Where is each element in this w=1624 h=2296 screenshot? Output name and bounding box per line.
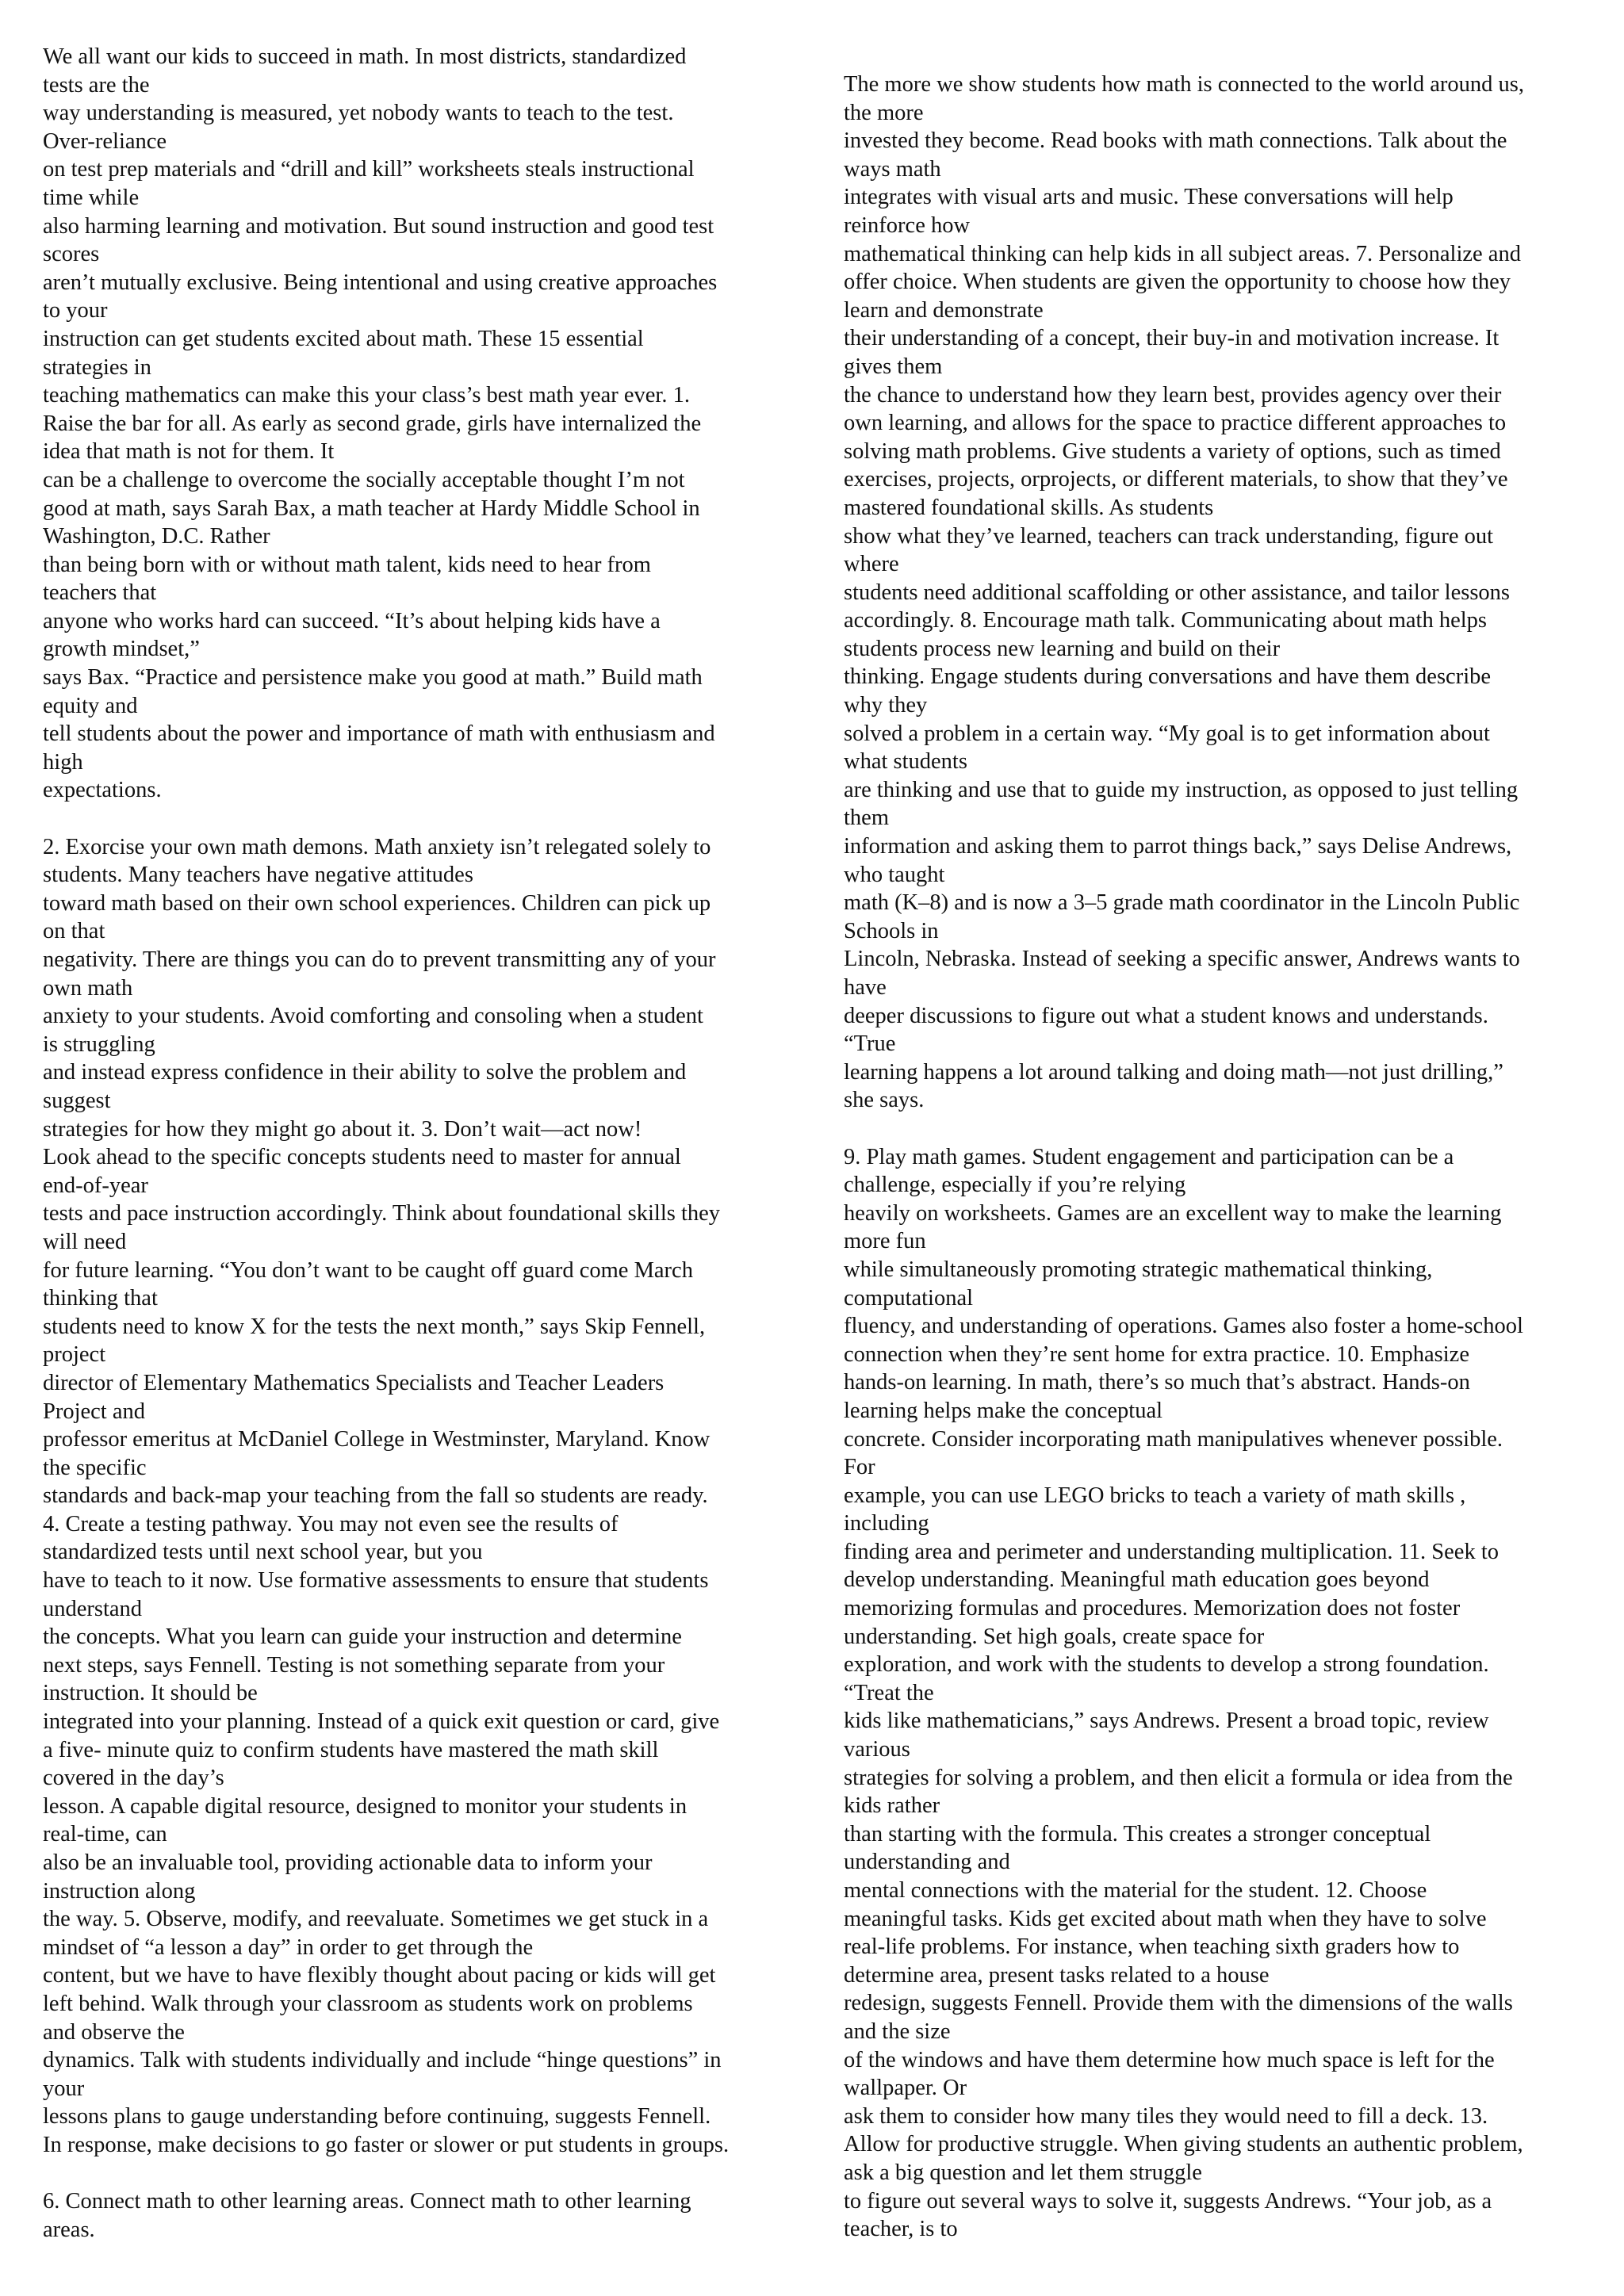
left-column [43, 43, 804, 2244]
right-column [844, 71, 1597, 2244]
paragraph: We all want our kids to succeed in math. In most districts, standardized tests are the way understanding is measured, yet nobody wants to teach to the test. Over-reliance on test prep materials and “drill and kill” worksheets steals instructional time while also harming learning and motivation. But sound instruction and good test scores aren’t mutually exclusive. Being intentional and using creative approaches to your instruction can get students excited about math. These 15 essential strategies in teaching mathematics can make this your class’s best math year ever. 1. Raise the bar for all. As early as second grade, girls have internalized the idea that math is not for them. It can be a challenge to overcome the socially acceptable thought I’m not good at math, says Sarah Bax, a math teacher at Hardy Middle School in Washington, D.C. Rather than being born with or without math talent, kids need to hear from teachers that anyone who works hard can succeed. “It’s about helping kids have a growth mindset,” says Bax. “Practice and persistence make you good at math.” Build math equity and tell students about the power and importance of math with enthusiasm and high expectations. [43, 44, 718, 803]
paragraph: 6. Connect math to other learning areas. Connect math to other learning areas. [43, 2189, 691, 2242]
paragraph: The more we show students how math is connected to the world around us, the more invested they become. Read books with math connections. Talk about the ways math integrates with visual arts and music. These conversations will help reinforce how mathematical thinking can help kids in all subject areas. 7. Personalize and offer choice. When students are given the opportunity to choose how they learn and demonstrate their understanding of a concept, their buy-in and motivation increase. It gives them the chance to understand how they learn best, provides agency over their own learning, and allows for the space to practice different approaches to solving math problems. Give students a variety of options, such as timed exercises, projects, orprojects, or different materials, to show that they’ve mastered foundational skills. As students show what they’ve learned, teachers can track understanding, figure out where students need additional scaffolding or other assistance, and tailor lessons accordingly. 8. Encourage math talk. Communicating about math helps students process new learning and build on their thinking. Engage students during conversations and have them describe why they solved a problem in a certain way. “My goal is to get information about what students are thinking and use that to guide my instruction, as opposed to just telling them information and asking them to parrot things back,” says Delise Andrews, who taught math (K–8) and is now a 3–5 grade math coordinator in the Lincoln Public Schools in Lincoln, Nebraska. Instead of seeking a specific answer, Andrews wants to have deeper discussions to figure out what a student knows and understands. “True learning happens a lot around talking and doing math—not just drilling,” she says. [844, 72, 1524, 1113]
paragraph: 2. Exorcise your own math demons. Math anxiety isn’t relegated solely to students. Many teachers have negative attitudes toward math based on their own school experiences. Children can pick up on that negativity. There are things you can do to prevent transmitting any of your own math anxiety to your students. Avoid comforting and consoling when a student is struggling and instead express confidence in their ability to solve the problem and suggest strategies for how they might go about it. 3. Don’t wait—act now! Look ahead to the specific concepts students need to master for annual end-of-year tests and pace instruction accordingly. Think about foundational skills they will need for future learning. “You don’t want to be caught off guard come March thinking that students need to know X for the tests the next month,” says Skip Fennell, project director of Elementary Mathematics Specialists and Teacher Leaders Project and professor emeritus at McDaniel College in Westminster, Maryland. Know the specific standards and back-map your teaching from the fall so students are ready. 4. Create a testing pathway. You may not even see the results of standardized tests until next school year, but you have to teach to it now. Use formative assessments to ensure that students understand the concepts. What you learn can guide your instruction and determine next steps, says Fennell. Testing is not something separate from your instruction. It should be integrated into your planning. Instead of a quick exit question or card, give a five- minute quiz to confirm students have mastered the math skill covered in the day’s lesson. A capable digital resource, designed to monitor your students in real-time, can also be an invaluable tool, providing actionable data to inform your instruction along the way. 5. Observe, modify, and reevaluate. Sometimes we get stuck in a mindset of “a lesson a day” in order to get through the content, but we have to have flexibly thought about pacing or kids will get left behind. Walk through your classroom as students work on problems and observe the dynamics. Talk with students individually and include “hinge questions” in your lessons plans to gauge understanding before continuing, suggests Fennell. In response, make decisions to go faster or slower or put students in groups. [43, 834, 730, 2157]
paragraph: 9. Play math games. Student engagement and participation can be a challenge, especially if you’re relying heavily on worksheets. Games are an excellent way to make the learning more fun while simultaneously promoting strategic mathematical thinking, computational fluency, and understanding of operations. Games also foster a home-school connection when they’re sent home for extra practice. 10. Emphasize hands-on learning. In math, there’s so much that’s abstract. Hands-on learning helps make the conceptual concrete. Consider incorporating math manipulatives whenever possible. For example, you can use LEGO bricks to teach a variety of math skills , including finding area and perimeter and understanding multiplication. 11. Seek to develop understanding. Meaningful math education goes beyond memorizing formulas and procedures. Memorization does not foster understanding. Set high goals, create space for exploration, and work with the students to develop a strong foundation. “Treat the kids like mathematicians,” says Andrews. Present a broad topic, review various strategies for solving a problem, and then elicit a formula or idea from the kids rather than starting with the formula. This creates a stronger conceptual understanding and mental connections with the material for the student. 12. Choose meaningful tasks. Kids get excited about math when they have to solve real-life problems. For instance, when teaching sixth graders how to determine area, present tasks related to a house redesign, suggests Fennell. Provide them with the dimensions of the walls and the size of the windows and have them determine how much space is left for the wallpaper. Or ask them to consider how many tiles they would need to fill a deck. 13. Allow for productive struggle. When giving students an authentic problem, ask a big question and let them struggle to figure out several ways to solve it, suggests Andrews. “Your job, as a teacher, is to [844, 1144, 1523, 2242]
